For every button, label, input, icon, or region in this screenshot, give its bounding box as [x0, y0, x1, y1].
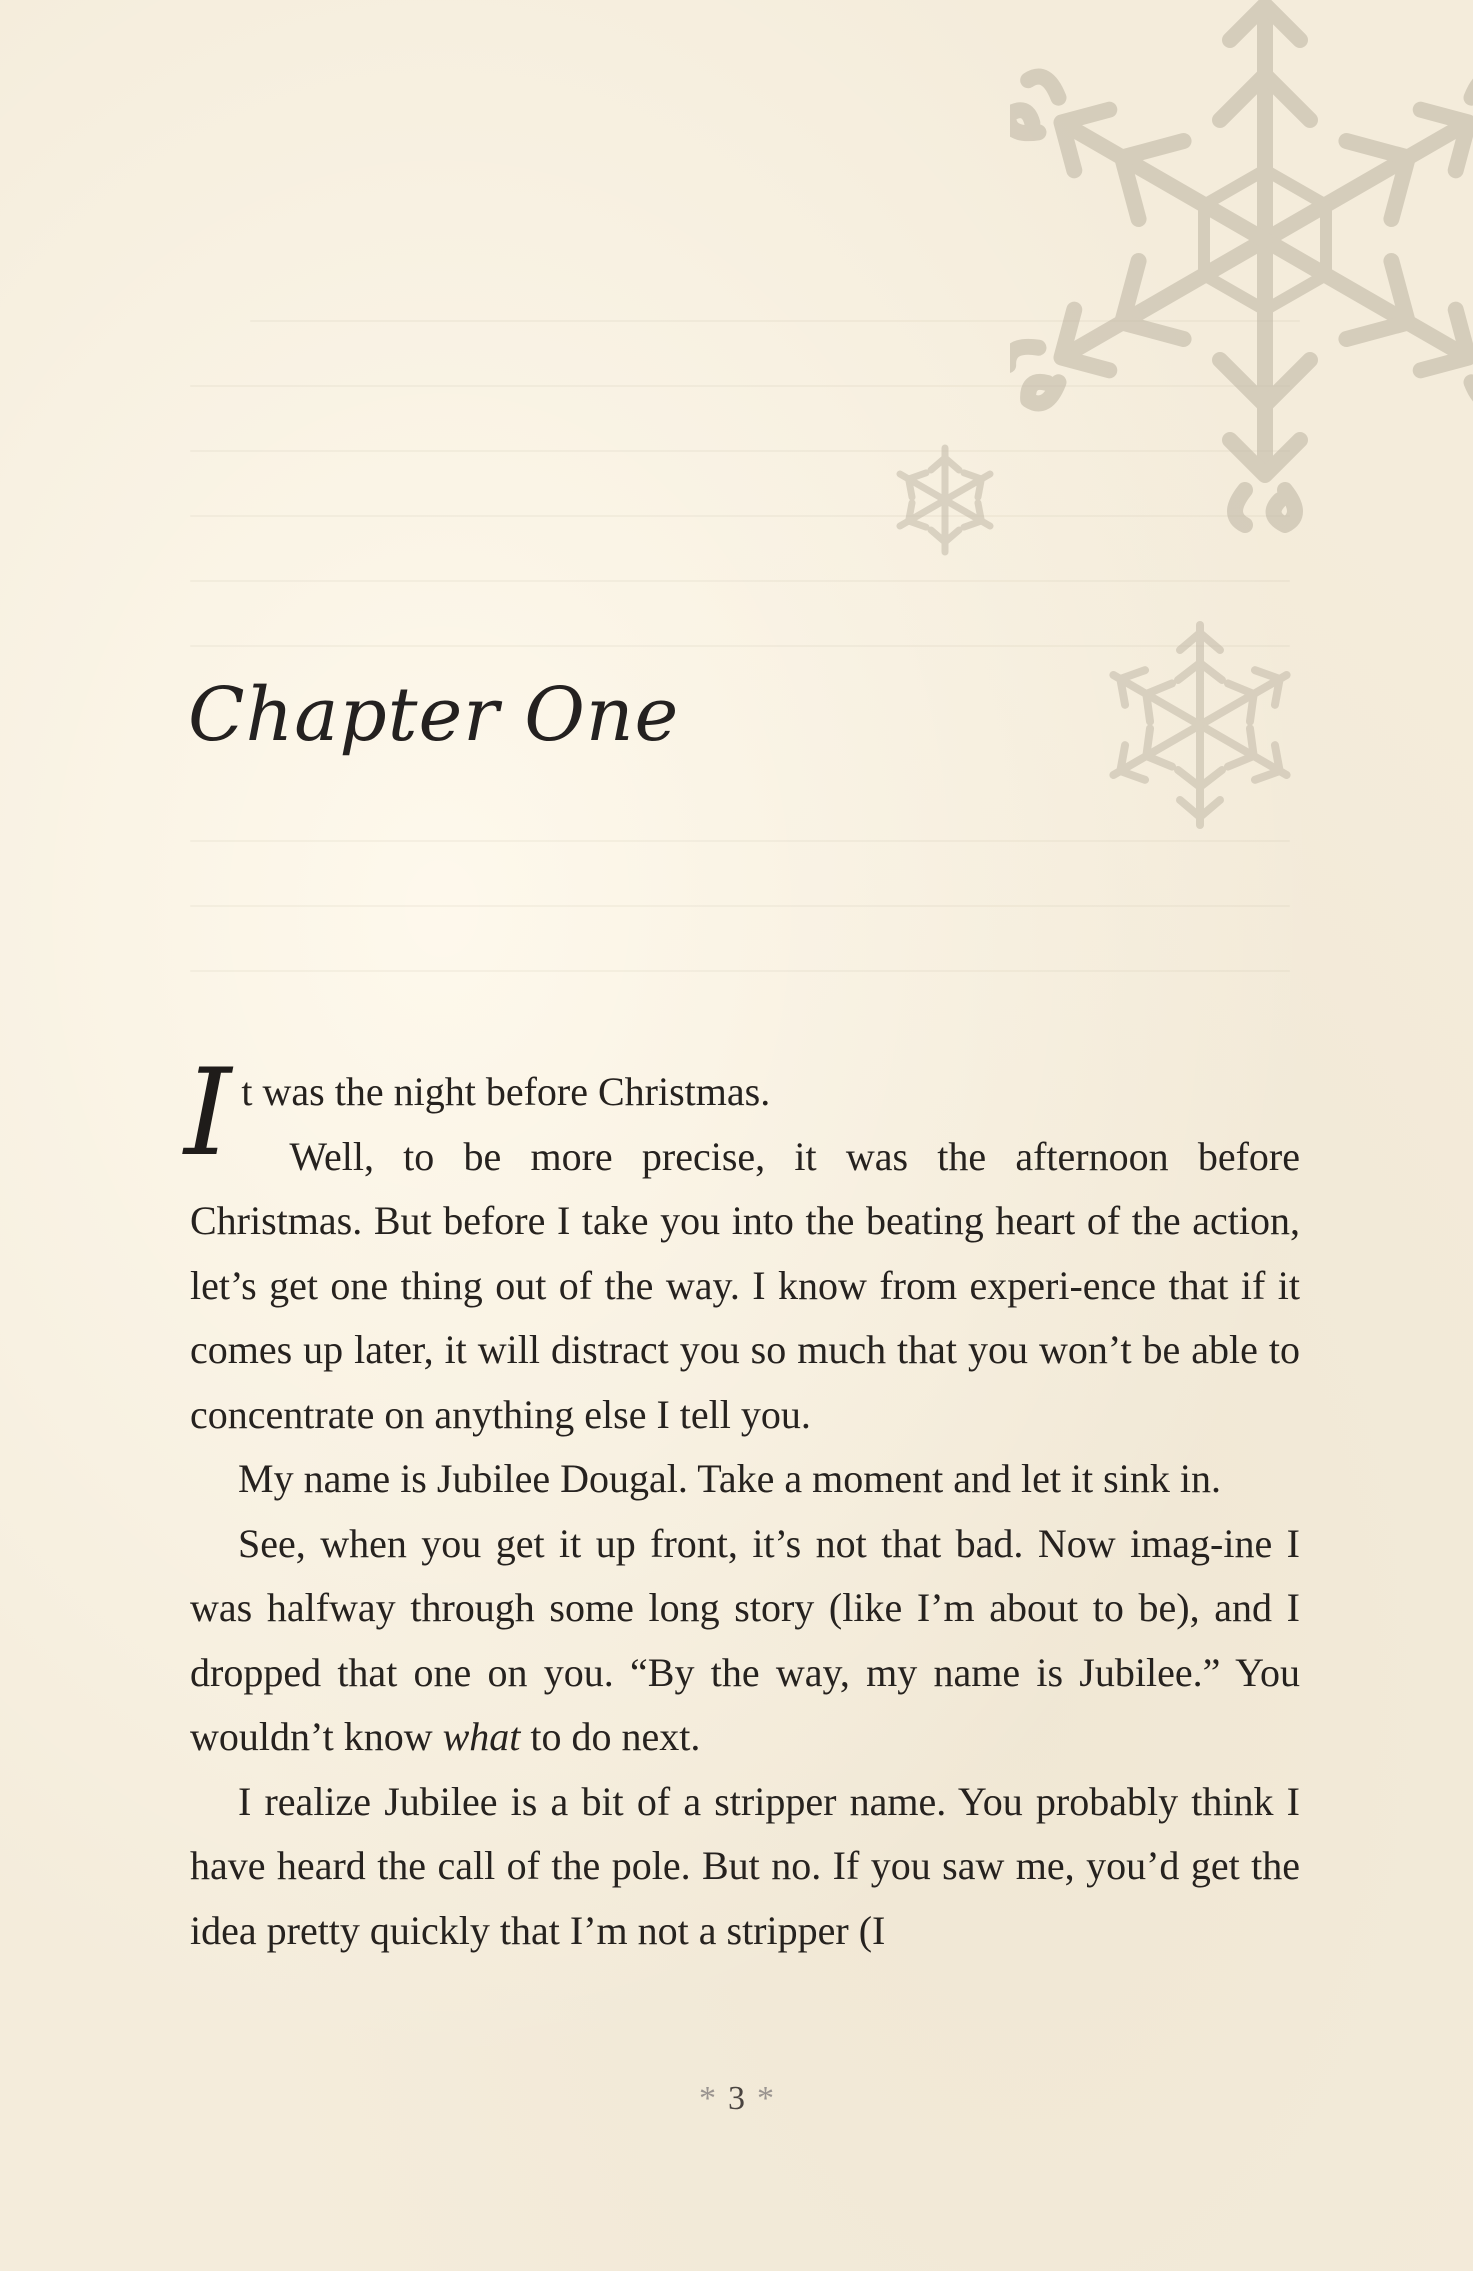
drop-cap: I: [184, 1044, 232, 1183]
paragraph-5: I realize Jubilee is a bit of a stripper name. You probably think I have heard the call of the pole. But no. If you saw me, you’d get the idea pretty quickly that I’m not a stripper (I: [190, 1778, 1300, 1953]
snowflake-small-icon: [885, 440, 1005, 560]
page-folio: [0, 2080, 1473, 2118]
paragraph-3: My name is Jubilee Dougal. Take a moment and let it sink in.: [238, 1456, 1221, 1501]
snowflake-medium-icon: [1095, 610, 1305, 840]
chapter-title: Chapter One: [188, 672, 680, 758]
bleed-through-line: [190, 970, 1290, 972]
paragraph-4-emphasis: what: [442, 1714, 521, 1759]
snowflake-large-icon: [1010, 0, 1473, 560]
paragraph-4-text-end: to do next.: [520, 1714, 701, 1759]
bleed-through-line: [190, 840, 1290, 842]
bleed-through-line: [190, 905, 1290, 907]
paragraph-4-text-start: See, when you get it up front, it’s not that bad. Now imag-ine I was halfway through some long story (like I’m about to be), and I dropped that one on you. “By the way, my name is Jubilee.” You wouldn’t know: [190, 1520, 1300, 1759]
paragraph-4: [190, 1512, 1300, 1770]
bleed-through-line: [190, 580, 1290, 582]
asterisk-ornament-icon: *: [699, 2080, 716, 2117]
paragraph-2: Well, to be more precise, it was the afternoon before Christmas. But before I take you into the beating heart of the action, let’s get one thing out of the way. I know from experi-ence that if it comes up later, it will distract you so much that you won’t be able to concentrate on anything else I tell you.: [190, 1133, 1300, 1437]
page-number: 3: [728, 2080, 745, 2117]
paragraph-1-text: t was the night before Christmas.: [241, 1069, 771, 1114]
body-text: [184, 1044, 1300, 1963]
paragraph-1: [184, 1044, 1300, 1183]
asterisk-ornament-icon: *: [757, 2080, 774, 2117]
